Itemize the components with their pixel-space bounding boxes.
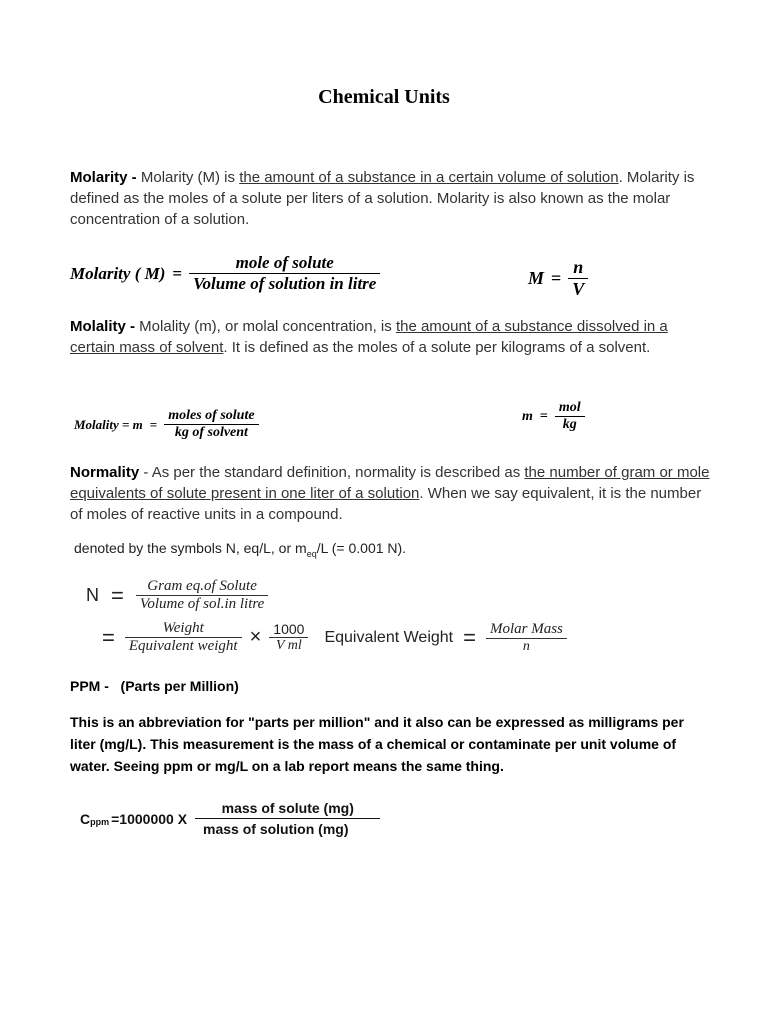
ppm-numerator: mass of solute (mg) (221, 800, 354, 816)
ppm-fraction (195, 800, 380, 837)
molarity-formula-lhs: Molarity ( M) (70, 263, 166, 283)
normality-denominator-1: Volume of sol.in litre (139, 596, 265, 612)
ppm-heading: PPM - (Parts per Million) (70, 678, 239, 694)
ppm-paragraph: This is an abbreviation for "parts per million" and it also can be expressed as milligrams per liter (mg/L). This measurement is the mass of a chemical or contaminate per unit volume of water. Seeing ppm or mg/L on a lab report means the same thing. (70, 714, 684, 774)
molarity-term: Molarity - (70, 169, 137, 186)
ppm-multiplier: =1000000 X (111, 810, 188, 827)
molarity-formula: Molarity ( M) = $\frac{\text{mole of solute}}{\text{Volume of solution in litre}}$ (70, 253, 380, 294)
normality-fraction-2 (125, 620, 242, 655)
ppm-denominator: mass of solution (mg) (203, 821, 349, 837)
molality-short-lhs: m (522, 408, 533, 424)
molality-short-numerator: mol (558, 400, 581, 415)
molality-text-a: Molality (m), or molal concentration, is (135, 318, 396, 335)
normality-fraction-1 (136, 578, 268, 613)
normality-numerator-2: Weight (162, 620, 204, 636)
ppm-c-sub: ppm (90, 816, 110, 827)
equivalent-weight-label: Equivalent Weight (324, 628, 454, 646)
molarity-text-b: . Molarity is defined as the moles of a solute per liters of a solution. Molarity is also known as the molar concentration of a solution. (70, 169, 695, 228)
normality-denominator-3: V ml (275, 638, 302, 653)
molarity-denominator: Volume of solution in litre (193, 274, 377, 293)
molality-fraction (164, 408, 258, 441)
molarity-paragraph (70, 167, 710, 230)
normality-symbols-a: denoted by the symbols N, eq/L, or m (74, 540, 307, 556)
normality-formula-1: N = $\frac{\text{Gram eq.of Solute}}{\text{Volume of sol.in litre}}$ (86, 578, 268, 613)
normality-denominator-4: n (522, 638, 530, 654)
ppm-formula (80, 800, 380, 837)
normality-times: × (249, 626, 262, 648)
molarity-short-lhs: M (528, 268, 545, 288)
molality-text-b: . It is defined as the moles of a solute per kilograms of a solvent. (223, 339, 651, 356)
normality-symbols-line (74, 540, 406, 559)
normality-denominator-2: Equivalent weight (128, 638, 238, 654)
normality-symbols-b: /L (= 0.001 N). (316, 540, 407, 556)
molality-formula: Molality = m = $\frac{\text{moles of solute}}{\text{kg of solvent}}$ (74, 408, 259, 441)
molarity-short-denominator: V (572, 279, 585, 299)
molality-short-fraction (555, 400, 585, 433)
normality-text-b: . When we say equivalent, it is the number of moles of reactive units in a compound. (70, 485, 702, 523)
molality-short-denominator: kg (562, 417, 577, 432)
molarity-underlined: the amount of a substance in a certain volume of solution (239, 169, 619, 186)
normality-numerator-1: Gram eq.of Solute (147, 578, 257, 594)
molarity-numerator: mole of solute (235, 253, 334, 272)
molarity-short-fraction (568, 257, 588, 300)
molality-underlined: the amount of a substance dissolved in a certain mass of solvent (70, 318, 668, 356)
normality-underlined: the number of gram or mole equivalents of solute present in one liter of a solution (70, 464, 710, 502)
normality-text-a: - As per the standard definition, normality is described as (139, 464, 525, 481)
molality-paragraph (70, 316, 710, 358)
normality-formula-2: = $\frac{\text{Weight}}{\text{Equivalent weight}}$ × $\frac{1000}{\text{V ml}}$ Equivalent Weight = $\frac{\text{Molar Mass}}{n}$ (102, 620, 567, 655)
ppm-c: C (80, 810, 91, 827)
normality-symbols-sub: eq (306, 548, 317, 559)
molality-term: Molality - (70, 318, 136, 335)
page-title: Chemical Units (318, 86, 450, 108)
molarity-fraction (189, 253, 380, 294)
normality-fraction-3 (269, 621, 308, 654)
molarity-short-formula: M = $\frac{n}{V}$ (528, 257, 588, 300)
molality-numerator: moles of solute (168, 408, 255, 423)
molarity-short-numerator: n (573, 257, 584, 277)
normality-fraction-4 (486, 621, 567, 655)
normality-numerator-4: Molar Mass (489, 620, 563, 637)
molarity-text-a: Molarity (M) is (136, 169, 240, 186)
normality-term: Normality (70, 464, 140, 481)
normality-paragraph (70, 462, 710, 525)
normality-numerator-3: 1000 (273, 621, 305, 637)
molality-short-formula: m = $\frac{\text{mol}}{kg}$ (522, 400, 585, 433)
molality-denominator: kg of solvent (174, 425, 248, 440)
normality-n-label: N (86, 585, 99, 605)
molality-formula-lhs: Molality = m (74, 416, 143, 432)
